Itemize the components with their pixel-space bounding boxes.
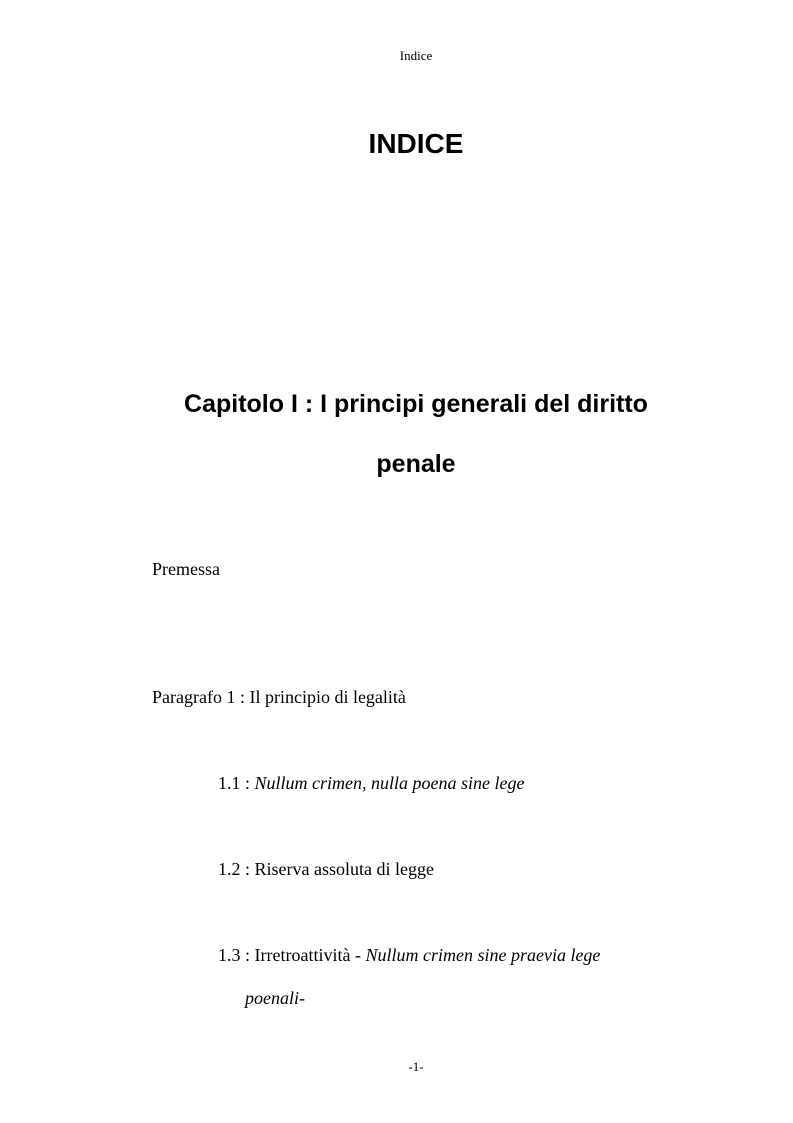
page-title: INDICE	[368, 128, 464, 159]
toc-entry-1-3-continuation: poenali-	[245, 988, 305, 1008]
chapter-title-line-2: penale	[376, 450, 456, 478]
toc-entry-1-2: 1.2 : Riserva assoluta di legge	[218, 859, 434, 879]
toc-entry-premessa: Premessa	[152, 559, 220, 579]
toc-entry-paragrafo-1: Paragrafo 1 : Il principio di legalità	[152, 687, 406, 707]
toc-entry-1-3-title-italic: Nullum crimen sine praevia lege	[365, 945, 601, 965]
running-header: Indice	[399, 48, 433, 63]
toc-entry-1-3	[218, 945, 600, 966]
toc-entry-1-3-number: 1.3 :	[218, 945, 255, 965]
chapter-title-line-1: Capitolo I : I principi generali del diritto	[184, 390, 648, 418]
toc-entry-1-1-number: 1.1 :	[218, 773, 255, 793]
toc-entry-1-3-title-plain: Irretroattività -	[254, 945, 366, 965]
page-number: -1-	[408, 1059, 424, 1074]
toc-entry-1-1-title: Nullum crimen, nulla poena sine lege	[254, 773, 525, 793]
toc-entry-1-1	[218, 773, 524, 794]
